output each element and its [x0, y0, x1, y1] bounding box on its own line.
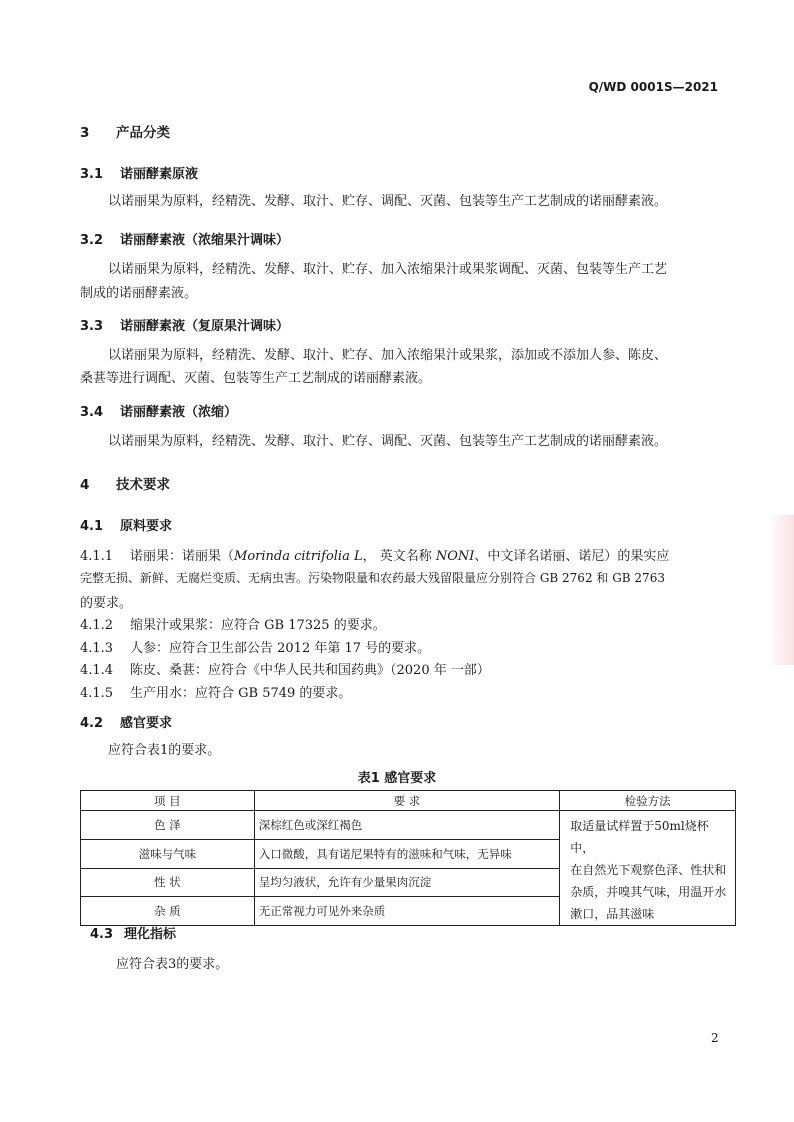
- section-3-2-heading: 3.2 诺丽酵素液（浓缩果汁调味）: [80, 233, 290, 248]
- section-3-1-heading: 3.1 诺丽酵素原液: [80, 167, 199, 182]
- table-cell-item: 性 状: [81, 868, 255, 897]
- section-3-3-text-line1: 以诺丽果为原料，经精洗、发酵、取汁、贮存、加入浓缩果汁或果浆，添加或不添加人参、陈皮、: [108, 348, 668, 363]
- table-header-requirement: 要 求: [254, 791, 560, 811]
- section-4-1-heading: 4.1 原料要求: [80, 519, 173, 534]
- item-4-1-5: 4.1.5 生产用水：应符合 GB 5749 的要求。: [80, 686, 352, 701]
- section-4-2-heading: 4.2 感官要求: [80, 716, 173, 731]
- section-3-3-heading: 3.3 诺丽酵素液（复原果汁调味）: [80, 319, 290, 334]
- table-row: [81, 811, 736, 840]
- table-header-item: 项 目: [81, 791, 255, 811]
- table-cell-item: 色 泽: [81, 811, 255, 840]
- section-3-1-text: 以诺丽果为原料，经精洗、发酵、取汁、贮存、调配、灭菌、包装等生产工艺制成的诺丽酵素液。: [108, 194, 668, 209]
- table-caption: 表1 感官要求: [357, 771, 437, 786]
- section-4-3-text: 应符合表3的要求。: [116, 957, 229, 972]
- table-cell-requirement: 入口微酸，具有诺尼果特有的滋味和气味，无异味: [254, 839, 560, 868]
- section-3-4-heading: 3.4 诺丽酵素液（浓缩）: [80, 405, 238, 420]
- seal-stamp-fragment: [768, 515, 794, 665]
- table-cell-requirement: 无正常视力可见外来杂质: [254, 897, 560, 926]
- table-cell-item: 滋味与气味: [81, 839, 255, 868]
- sensory-table: [80, 790, 736, 926]
- item-4-1-1-line3: 的要求。: [80, 596, 133, 611]
- item-4-1-4: 4.1.4 陈皮、桑葚：应符合《中华人民共和国药典》（2020 年 一部）: [80, 663, 490, 678]
- section-4-heading: 4 技术要求: [80, 477, 170, 493]
- table-cell-requirement: 深棕红色或深红褐色: [254, 811, 560, 840]
- section-3-2-text-line1: 以诺丽果为原料，经精洗、发酵、取汁、贮存、加入浓缩果汁或果浆调配、灭菌、包装等生产工艺: [108, 262, 668, 277]
- section-3-heading: 3 产品分类: [80, 125, 170, 141]
- section-4-3-heading: 4.3 理化指标: [90, 927, 177, 942]
- section-4-2-text: 应符合表1的要求。: [108, 743, 221, 758]
- item-4-1-2: 4.1.2 缩果汁或果浆：应符合 GB 17325 的要求。: [80, 618, 386, 633]
- table-cell-requirement: 呈均匀液状，允许有少量果肉沉淀: [254, 868, 560, 897]
- section-3-3-text-line2: 桑葚等进行调配、灭菌、包装等生产工艺制成的诺丽酵素液。: [80, 371, 432, 386]
- table-header-method: 检验方法: [560, 791, 736, 811]
- document-code: Q/WD 0001S—2021: [588, 80, 718, 94]
- section-3-4-text: 以诺丽果为原料，经精洗、发酵、取汁、贮存、调配、灭菌、包装等生产工艺制成的诺丽酵素液。: [108, 434, 668, 449]
- table-cell-item: 杂 质: [81, 897, 255, 926]
- item-4-1-1-line2: 完整无损、新鲜、无腐烂变质、无病虫害。污染物限量和农药最大残留限量应分别符合 GB 2762 和 GB 2763: [80, 571, 665, 585]
- table-cell-method: 取适量试样置于50ml烧杯中， 在自然光下观察色泽、性状和 杂质，并嗅其气味，用温开水 漱口，品其滋味: [560, 811, 736, 926]
- table-header-row: [81, 791, 736, 811]
- section-3-2-text-line2: 制成的诺丽酵素液。: [80, 286, 198, 301]
- item-4-1-1-line1: 4.1.1 诺丽果：诺丽果（Morinda citrifolia L， 英文名称 NONI、中文译名诺丽、诺尼）的果实应: [80, 549, 670, 564]
- item-4-1-3: 4.1.3 人参：应符合卫生部公告 2012 年第 17 号的要求。: [80, 641, 431, 656]
- page-number: 2: [711, 1031, 719, 1045]
